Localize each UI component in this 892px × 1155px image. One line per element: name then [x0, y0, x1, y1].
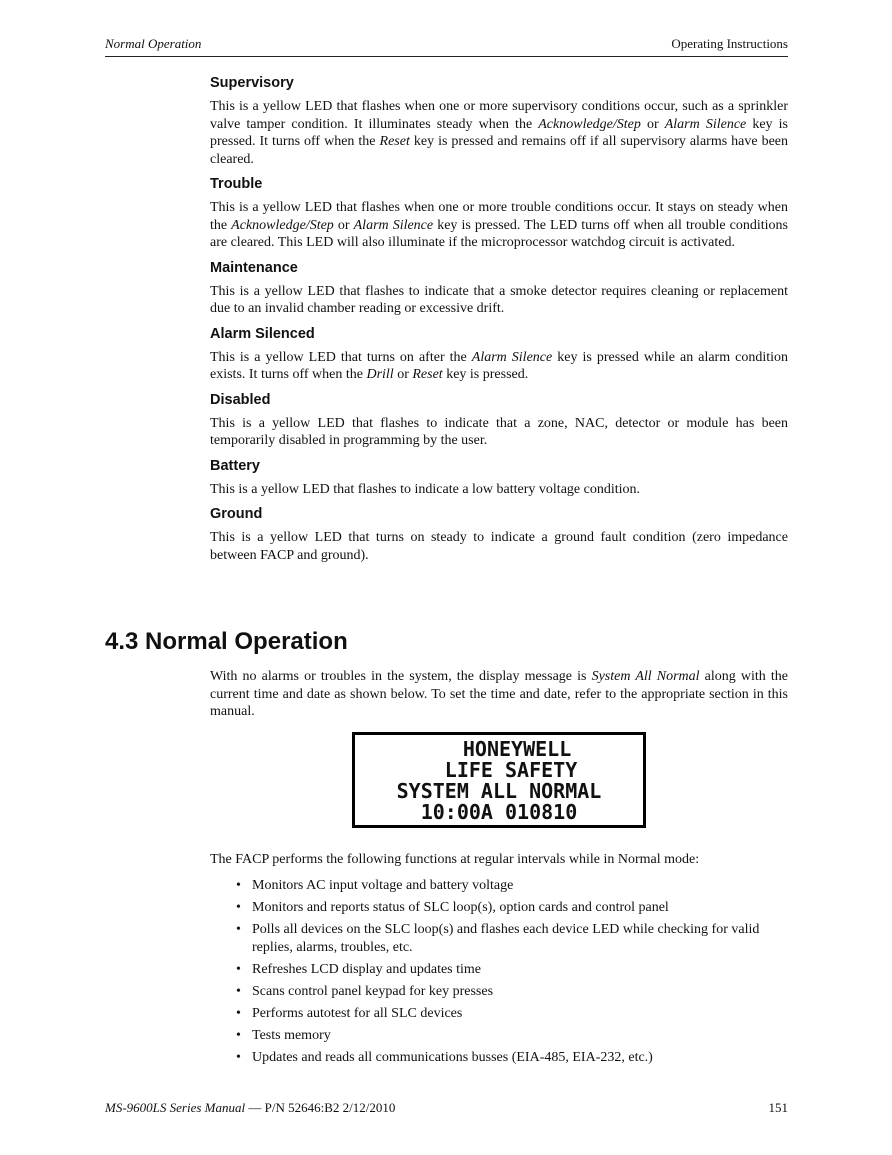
led-title: Ground: [210, 506, 263, 522]
lcd-line-4: 10:00A 010810: [420, 800, 578, 824]
section-intro-text: With no alarms or troubles in the system, the display message is System All Normal along with the current time and date as shown below. To set the time and date, refer to the appropriate section in this manual.: [210, 669, 788, 719]
section-intro: [210, 668, 788, 721]
functions-list: [232, 877, 788, 1071]
led-description: This is a yellow LED that turns on after the Alarm Silence key is pressed while an alarm condition exists. It turns off when the Drill or Reset key is pressed.: [210, 349, 789, 382]
list-item: • Monitors and reports status of SLC loop(s), option cards and control panel: [232, 899, 788, 917]
list-item: • Refreshes LCD display and updates time: [232, 961, 788, 979]
footer-manual-id: MS-9600LS Series Manual — P/N 52646:B2 2/12/2010: [105, 1100, 396, 1115]
led-title: Battery: [210, 457, 260, 474]
led-alarm-silenced: [210, 326, 788, 384]
led-trouble: [210, 176, 788, 252]
led-title: Trouble: [210, 176, 263, 192]
list-item: • Polls all devices on the SLC loop(s) and flashes each device LED while checking for valid replies, alarms, troubles, etc.: [232, 921, 788, 956]
led-descriptions: [210, 75, 788, 572]
led-description: This is a yellow LED that flashes when one or more trouble conditions occur. It stays on steady when the Acknowledge/Step or Alarm Silence key is pressed. The LED turns off when all trouble conditions are cleared. This LED will also illuminate if the microprocessor watchdog circuit is activated.: [210, 200, 789, 250]
led-description: This is a yellow LED that flashes when one or more supervisory conditions occur, such as a sprinkler valve tamper condition. It illuminates steady when the Acknowledge/Step or Alarm Silence key is pressed. It turns off when the Reset key is pressed and remains off if all supervisory alarms have been cleared.: [210, 99, 789, 167]
led-title: Alarm Silenced: [210, 325, 315, 342]
led-description: This is a yellow LED that flashes to indicate a low battery voltage condition.: [210, 481, 641, 497]
running-header: [105, 36, 788, 57]
led-description: This is a yellow LED that flashes to indicate that a zone, NAC, detector or module has been temporarily disabled in programming by the user.: [210, 415, 788, 448]
list-item: • Monitors AC input voltage and battery voltage: [232, 877, 788, 895]
section-heading: 4.3 Normal Operation: [105, 628, 348, 655]
list-item: • Tests memory: [232, 1027, 788, 1045]
led-description: This is a yellow LED that turns on steady to indicate a ground fault condition (zero impedance between FACP and ground).: [210, 530, 788, 563]
led-title: Disabled: [210, 391, 271, 408]
lcd-line-3: SYSTEM ALL NORMAL: [396, 779, 602, 803]
led-disabled: [210, 392, 788, 450]
lcd-display-figure: [352, 732, 646, 828]
list-item: • Performs autotest for all SLC devices: [232, 1005, 788, 1023]
led-maintenance: [210, 260, 788, 318]
list-item: • Updates and reads all communications busses (EIA-485, EIA-232, etc.): [232, 1049, 788, 1067]
lcd-line-1: HONEYWELL: [426, 737, 572, 761]
page-number: 151: [768, 1100, 788, 1115]
lcd-line-2: LIFE SAFETY: [420, 758, 578, 782]
led-battery: [210, 458, 788, 499]
led-supervisory: [210, 75, 788, 168]
header-chapter-name: Operating Instructions: [671, 36, 788, 51]
led-description: This is a yellow LED that flashes to indicate that a smoke detector requires cleaning or replacement due to an invalid chamber reading or excessive drift.: [210, 283, 788, 316]
led-ground: [210, 506, 788, 564]
led-title: Maintenance: [210, 259, 298, 276]
header-section-name: Normal Operation: [105, 36, 202, 51]
functions-intro: The FACP performs the following functions at regular intervals while in Normal mode:: [210, 852, 700, 867]
led-title: Supervisory: [210, 75, 294, 91]
list-item: • Scans control panel keypad for key presses: [232, 983, 788, 1001]
